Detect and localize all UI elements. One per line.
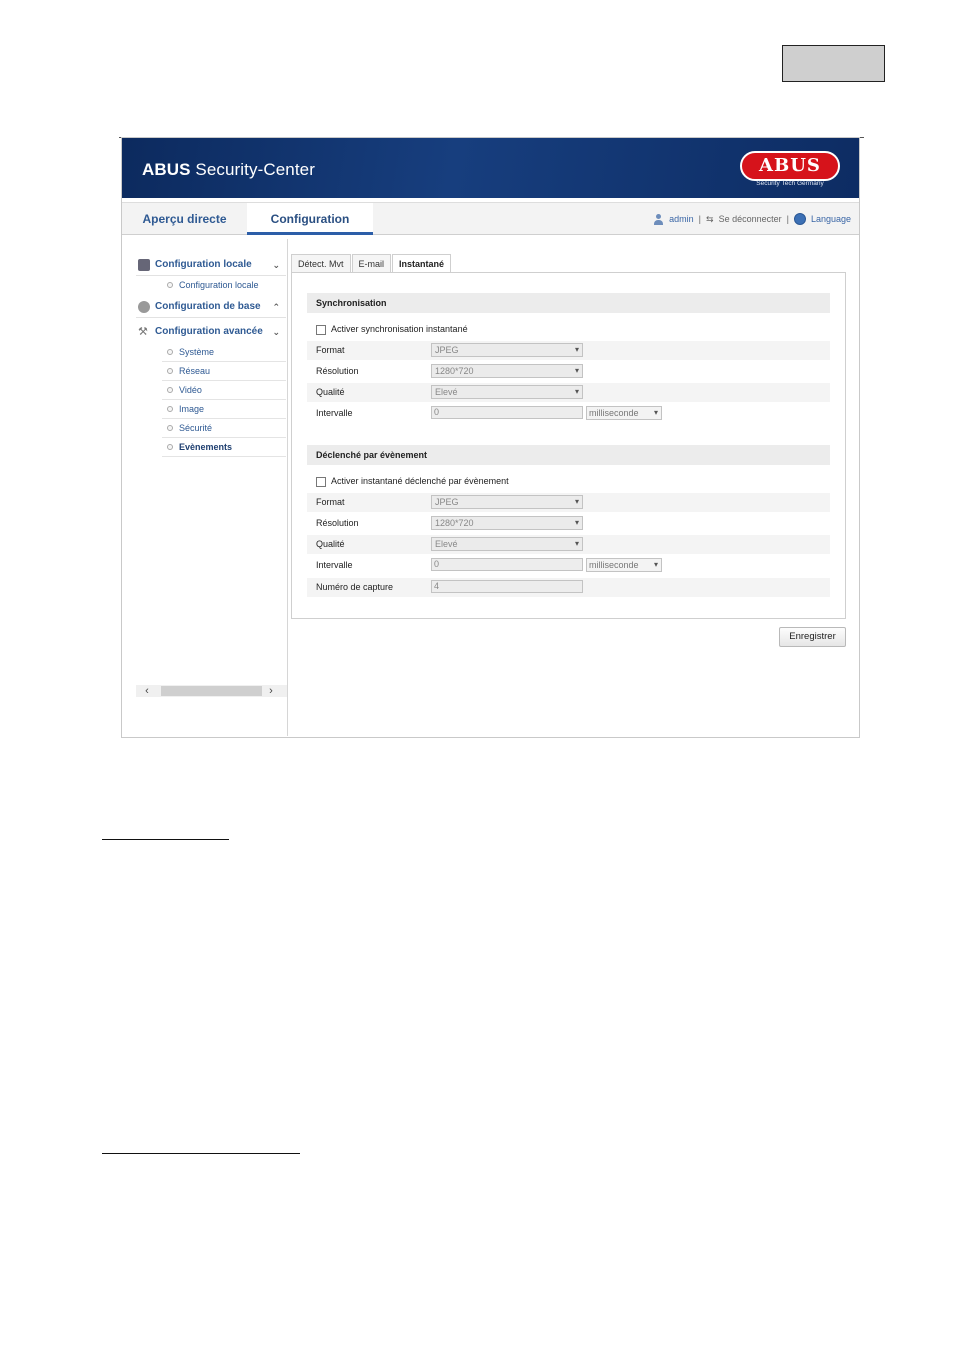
sub-tabs <box>291 254 452 273</box>
sidebar-item-local-config[interactable]: Configuration locale <box>162 276 286 295</box>
event-format-label: Format <box>316 497 345 507</box>
event-quality-select[interactable]: Elevé ▾ <box>431 537 583 551</box>
row-sync-enable <box>307 320 830 339</box>
sync-enable-checkbox[interactable] <box>316 325 326 335</box>
row-event-resolution <box>307 514 830 533</box>
row-event-format <box>307 493 830 512</box>
sync-interval-input[interactable]: 0 <box>431 406 583 419</box>
event-enable-checkbox[interactable] <box>316 477 326 487</box>
sync-quality-select[interactable]: Elevé ▾ <box>431 385 583 399</box>
sync-interval-label: Intervalle <box>316 408 353 418</box>
sidebar-item-network[interactable]: Réseau <box>162 362 286 381</box>
chevron-down-icon: ▾ <box>574 497 579 506</box>
user-link[interactable]: admin <box>669 214 694 224</box>
computer-icon <box>138 259 150 271</box>
chevron-down-icon: ▾ <box>574 539 579 548</box>
nav-separator: | <box>698 214 702 224</box>
chevron-down-icon: ⌄ <box>272 260 280 270</box>
bullet-icon <box>167 406 173 412</box>
sidebar-item-security[interactable]: Sécurité <box>162 419 286 438</box>
event-interval-unit-select[interactable]: milliseconde ▾ <box>586 558 662 572</box>
page-number-box <box>782 45 885 82</box>
logout-link[interactable]: Se déconnecter <box>718 214 782 224</box>
sidebar-local-config[interactable]: Configuration locale ⌄ <box>136 254 286 276</box>
chevron-down-icon: ▾ <box>574 387 579 396</box>
event-capture-label: Numéro de capture <box>316 582 394 592</box>
tab-live-view[interactable]: Aperçu directe <box>142 212 227 226</box>
user-menu <box>653 203 851 235</box>
sidebar-scrollbar[interactable] <box>136 685 287 697</box>
nav-separator: | <box>786 214 789 224</box>
user-icon <box>653 214 664 225</box>
scrollbar-thumb[interactable] <box>161 686 262 696</box>
chevron-down-icon: ▾ <box>574 366 579 375</box>
sync-interval-unit-select[interactable]: milliseconde ▾ <box>586 406 662 420</box>
tab-configuration[interactable]: Configuration <box>247 203 373 235</box>
main-nav <box>122 202 859 235</box>
language-link[interactable]: Language <box>810 214 851 224</box>
gear-icon <box>138 301 150 313</box>
event-enable-label: Activer instantané déclenché par évènement <box>331 476 509 486</box>
sidebar-advanced-config[interactable]: ⚒ Configuration avancée ⌄ <box>136 321 286 343</box>
event-format-select[interactable]: JPEG ▾ <box>431 495 583 509</box>
bullet-icon <box>167 349 173 355</box>
logo-tagline: Security Tech Germany <box>756 180 824 187</box>
tab-email[interactable]: E-mail <box>352 254 392 273</box>
sync-enable-label: Activer synchronisation instantané <box>331 324 468 334</box>
logout-icon: ⇆ <box>706 214 714 224</box>
abus-logo: ABUS <box>740 151 840 181</box>
event-interval-input[interactable]: 0 <box>431 558 583 571</box>
sidebar <box>122 239 288 736</box>
heading-underline-1 <box>102 839 229 840</box>
chevron-down-icon: ▾ <box>574 345 579 354</box>
globe-icon <box>794 213 806 225</box>
bullet-icon <box>167 444 173 450</box>
bullet-icon <box>167 425 173 431</box>
wrench-icon: ⚒ <box>138 326 148 338</box>
bullet-icon <box>167 368 173 374</box>
sync-resolution-label: Résolution <box>316 366 359 376</box>
sidebar-item-video[interactable]: Vidéo <box>162 381 286 400</box>
event-resolution-label: Résolution <box>316 518 359 528</box>
tab-motion-detection[interactable]: Détect. Mvt <box>291 254 351 273</box>
event-quality-label: Qualité <box>316 539 345 549</box>
row-sync-quality <box>307 383 830 402</box>
app-window <box>121 137 860 738</box>
row-event-interval <box>307 556 830 575</box>
row-sync-resolution <box>307 362 830 381</box>
bullet-icon <box>167 282 173 288</box>
row-sync-interval <box>307 404 830 423</box>
sidebar-item-events[interactable]: Evènements <box>162 438 286 457</box>
row-event-enable <box>307 472 830 491</box>
sidebar-item-system[interactable]: Système <box>162 343 286 362</box>
sync-resolution-select[interactable]: 1280*720 ▾ <box>431 364 583 378</box>
save-button[interactable]: Enregistrer <box>779 627 846 647</box>
row-sync-format <box>307 341 830 360</box>
snapshot-panel <box>291 272 846 619</box>
header-banner <box>122 138 859 198</box>
sync-format-label: Format <box>316 345 345 355</box>
chevron-down-icon: ▾ <box>653 408 658 417</box>
section-sync-title: Synchronisation <box>307 293 830 313</box>
event-capture-input[interactable]: 4 <box>431 580 583 593</box>
sync-format-select[interactable]: JPEG ▾ <box>431 343 583 357</box>
row-event-quality <box>307 535 830 554</box>
app-title: ABUS Security-Center <box>142 160 315 179</box>
sidebar-item-image[interactable]: Image <box>162 400 286 419</box>
section-event-title: Déclenché par évènement <box>307 445 830 465</box>
tab-snapshot[interactable]: Instantané <box>392 254 451 273</box>
chevron-down-icon: ⌄ <box>272 327 280 337</box>
event-resolution-select[interactable]: 1280*720 ▾ <box>431 516 583 530</box>
scroll-left-icon[interactable]: ‹ <box>145 685 149 697</box>
chevron-up-icon: ⌃ <box>272 302 280 312</box>
scroll-right-icon[interactable]: › <box>269 685 273 697</box>
chevron-down-icon: ▾ <box>653 560 658 569</box>
sync-quality-label: Qualité <box>316 387 345 397</box>
chevron-down-icon: ▾ <box>574 518 579 527</box>
heading-underline-2 <box>102 1153 300 1154</box>
bullet-icon <box>167 387 173 393</box>
row-event-capture-number <box>307 578 830 597</box>
event-interval-label: Intervalle <box>316 560 353 570</box>
sidebar-basic-config[interactable]: Configuration de base ⌃ <box>136 296 286 318</box>
